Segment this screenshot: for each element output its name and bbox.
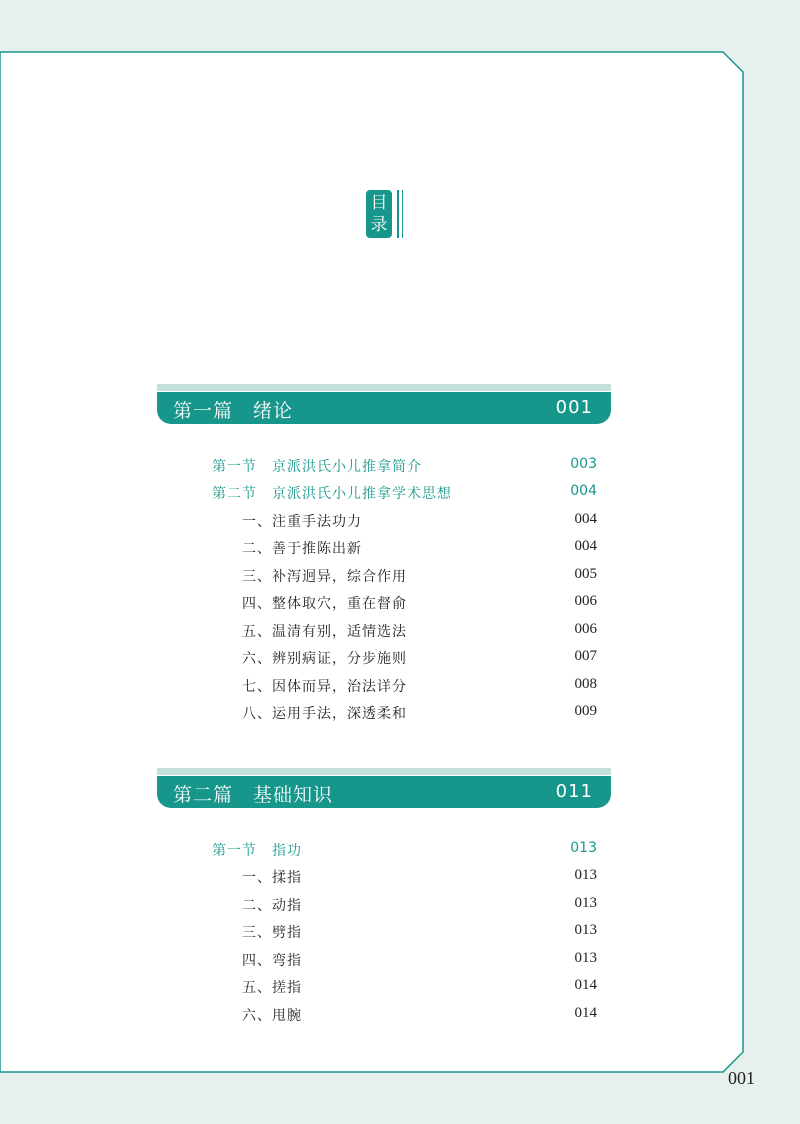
toc-entry-label: 一、揉指 bbox=[242, 870, 302, 886]
toc-entry-page: 014 bbox=[574, 977, 597, 993]
title-decor-line bbox=[402, 190, 403, 238]
toc-item[interactable] bbox=[157, 645, 597, 671]
toc-entry-page: 013 bbox=[570, 840, 597, 856]
toc-entry-page: 013 bbox=[574, 922, 597, 938]
toc-entry-page: 014 bbox=[574, 1005, 597, 1021]
toc-entry-label: 八、运用手法，深透柔和 bbox=[242, 706, 407, 722]
toc-entry-page: 013 bbox=[574, 895, 597, 911]
toc-entry-label: 二、动指 bbox=[242, 898, 302, 914]
toc-title-box bbox=[366, 190, 392, 238]
toc-item[interactable] bbox=[157, 947, 597, 973]
toc-entry-label: 第二节 京派洪氏小儿推拿学术思想 bbox=[212, 486, 452, 502]
toc-entry-page: 009 bbox=[574, 703, 597, 719]
toc-entry-page: 006 bbox=[574, 593, 597, 609]
part-header-bar bbox=[157, 392, 611, 424]
toc-entry-page: 013 bbox=[574, 950, 597, 966]
part-header-stripe bbox=[157, 384, 611, 391]
toc-title-char-1: 目 bbox=[370, 193, 388, 213]
toc-entry-page: 003 bbox=[570, 456, 597, 472]
part-title: 第二篇 基础知识 bbox=[173, 784, 334, 806]
toc-entry-label: 第一节 指功 bbox=[212, 843, 302, 859]
toc-entry-label: 第一节 京派洪氏小儿推拿简介 bbox=[212, 459, 422, 475]
title-decor-line bbox=[397, 190, 399, 238]
part-header-stripe bbox=[157, 768, 611, 775]
toc-entry-page: 004 bbox=[574, 538, 597, 554]
part-header[interactable] bbox=[157, 768, 611, 808]
toc-item[interactable] bbox=[157, 673, 597, 699]
toc-item[interactable] bbox=[157, 618, 597, 644]
toc-entry-label: 七、因体而异，治法详分 bbox=[242, 679, 407, 695]
toc-item[interactable] bbox=[157, 508, 597, 534]
part-header[interactable] bbox=[157, 384, 611, 424]
toc-entry-label: 四、弯指 bbox=[242, 953, 302, 969]
toc-entry-page: 008 bbox=[574, 676, 597, 692]
toc-entry-label: 六、辨别病证，分步施则 bbox=[242, 651, 407, 667]
toc-entry-label: 三、劈指 bbox=[242, 925, 302, 941]
toc-item[interactable] bbox=[157, 590, 597, 616]
toc-entry-label: 五、温清有别，适情选法 bbox=[242, 624, 407, 640]
toc-entry-label: 五、搓指 bbox=[242, 980, 302, 996]
toc-item[interactable] bbox=[157, 974, 597, 1000]
toc-entry-page: 004 bbox=[570, 483, 597, 499]
toc-title bbox=[366, 190, 406, 238]
toc-entry-page: 005 bbox=[574, 566, 597, 582]
toc-entry-page: 013 bbox=[574, 867, 597, 883]
toc-section[interactable] bbox=[157, 453, 597, 479]
toc-item[interactable] bbox=[157, 919, 597, 945]
toc-entry-label: 四、整体取穴，重在督俞 bbox=[242, 596, 407, 612]
part-page-number: 001 bbox=[555, 397, 593, 418]
toc-section[interactable] bbox=[157, 837, 597, 863]
toc-item[interactable] bbox=[157, 1002, 597, 1028]
toc-section[interactable] bbox=[157, 480, 597, 506]
toc-entry-page: 004 bbox=[574, 511, 597, 527]
part-title: 第一篇 绪论 bbox=[173, 400, 294, 422]
toc-item[interactable] bbox=[157, 535, 597, 561]
toc-entry-page: 007 bbox=[574, 648, 597, 664]
toc-item[interactable] bbox=[157, 892, 597, 918]
page-number: 001 bbox=[728, 1068, 755, 1088]
part-page-number: 011 bbox=[555, 781, 593, 802]
toc-entry-page: 006 bbox=[574, 621, 597, 637]
toc-entry-label: 六、甩腕 bbox=[242, 1008, 302, 1024]
part-header-bar bbox=[157, 776, 611, 808]
toc-title-char-2: 录 bbox=[370, 215, 388, 235]
toc-item[interactable] bbox=[157, 864, 597, 890]
toc-item[interactable] bbox=[157, 563, 597, 589]
toc-entry-label: 三、补泻迥异，综合作用 bbox=[242, 569, 407, 585]
toc-entry-label: 一、注重手法功力 bbox=[242, 514, 362, 530]
toc-item[interactable] bbox=[157, 700, 597, 726]
toc-entry-label: 二、善于推陈出新 bbox=[242, 541, 362, 557]
